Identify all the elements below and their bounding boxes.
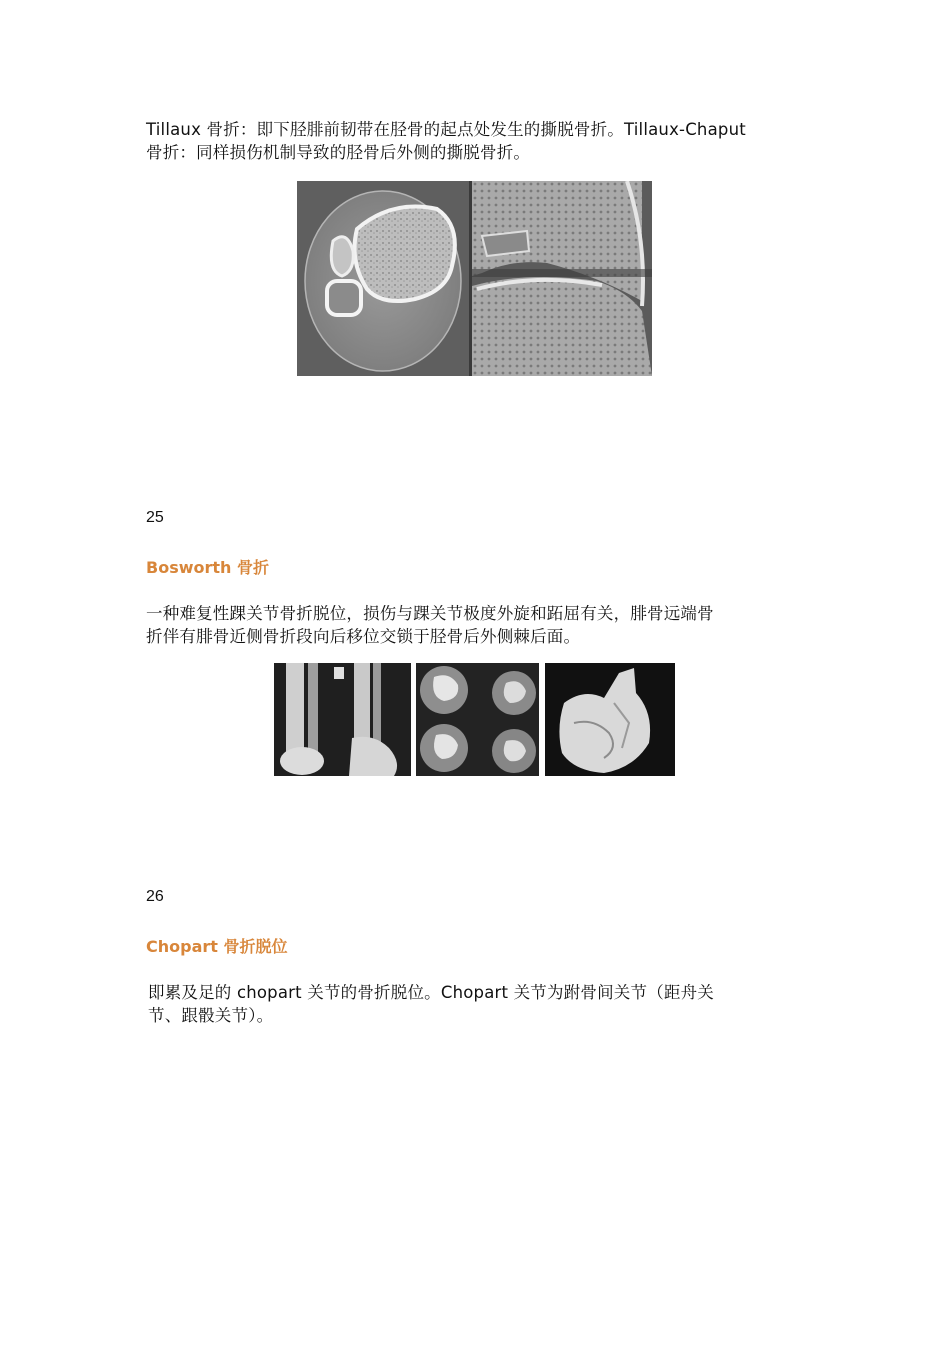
- chopart-paragraph: [148, 981, 788, 1027]
- bosworth-line-2: 折伴有腓骨近侧骨折段向后移位交锁于胫骨后外侧棘后面。: [146, 627, 581, 646]
- tillaux-line-1: Tillaux 骨折：即下胫腓前韧带在胫骨的起点处发生的撕脱骨折。Tillaux-Chaput: [146, 120, 746, 139]
- tillaux-ct-figure: [297, 181, 652, 376]
- chopart-heading: Chopart 骨折脱位: [146, 937, 288, 956]
- bosworth-heading: Bosworth 骨折: [146, 558, 269, 577]
- bosworth-paragraph: [146, 602, 806, 648]
- tillaux-line-2: 骨折：同样损伤机制导致的胫骨后外侧的撕脱骨折。: [146, 143, 531, 162]
- bosworth-imaging-figure: [274, 663, 675, 776]
- section-number-25: 25: [146, 509, 164, 526]
- tillaux-paragraph: [146, 118, 806, 164]
- chopart-line-1: 即累及足的 chopart 关节的骨折脱位。Chopart 关节为跗骨间关节（距舟关: [148, 983, 715, 1002]
- chopart-line-2: 节、跟骰关节）。: [148, 1006, 274, 1025]
- bosworth-line-1: 一种难复性踝关节骨折脱位，损伤与踝关节极度外旋和跖屈有关，腓骨远端骨: [146, 604, 714, 623]
- section-number-26: 26: [146, 888, 164, 905]
